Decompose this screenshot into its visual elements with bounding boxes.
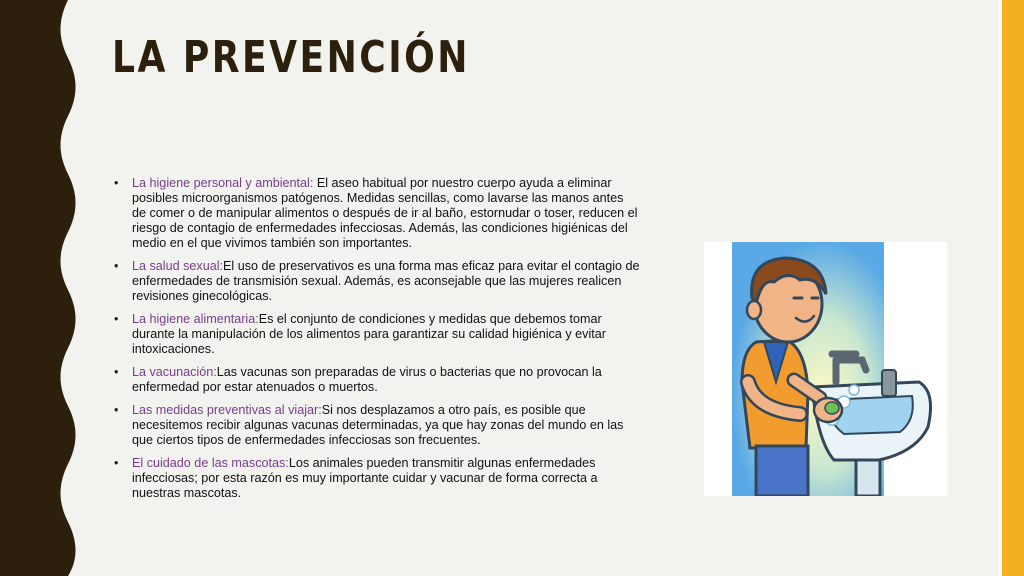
bullet-item: [112, 403, 640, 448]
bullet-item: [112, 456, 640, 501]
right-accent-bar: [1002, 0, 1024, 576]
bullet-text: El uso de preservativos es una forma mas eficaz para evitar el contagio de enfermedades de transmisión sexual. Además, es aconsejable que las mujeres realicen revisiones ginecológicas.: [132, 259, 640, 303]
bullet-list: [112, 176, 640, 509]
bullet-term: La vacunación:: [132, 365, 217, 379]
bullet-term: La salud sexual:: [132, 259, 224, 273]
bullet-text: Si nos desplazamos a otro país, es posible que necesitemos recibir algunas vacunas determinadas, ya que hay zonas del mundo en las que ciertos tipos de enfermedades infecciosas son frecuentes.: [132, 403, 624, 447]
bullet-text: El aseo habitual por nuestro cuerpo ayuda a eliminar posibles microorganismos patógenos. Medidas sencillas, como lavarse las manos antes de comer o de manipular alimentos o después de ir al baño, estornudar o toser, reducen el riesgo de contagio de enfermedades infecciosas. Además, las condiciones higiénicas del medio en el que vivimos también son importantes.: [132, 176, 638, 250]
bullet-term: La higiene personal y ambiental:: [132, 176, 314, 190]
bullet-item: [112, 259, 640, 304]
bullet-text: Las vacunas son preparadas de virus o bacterias que no provocan la enfermedad por estar atenuados o muertos.: [132, 365, 602, 394]
bullet-item: [112, 365, 640, 395]
wavy-side-bar: [0, 0, 90, 576]
bullet-item: [112, 176, 640, 251]
bullet-item: [112, 312, 640, 357]
bullet-text: Los animales pueden transmitir algunas enfermedades infecciosas; por esta razón es muy importante cuidar y vacunar de forma correcta a nuestras mascotas.: [132, 456, 598, 500]
bullet-text: Es el conjunto de condiciones y medidas que debemos tomar durante la manipulación de los alimentos para garantizar su calidad higiénica y evitar intoxicaciones.: [132, 312, 606, 356]
bullet-term: La higiene alimentaria:: [132, 312, 259, 326]
slide-title: LA PREVENCIÓN: [112, 32, 470, 83]
bullet-term: Las medidas preventivas al viajar:: [132, 403, 322, 417]
bullet-term: El cuidado de las mascotas:: [132, 456, 289, 470]
boy-washing-hands-illustration: [704, 242, 947, 496]
